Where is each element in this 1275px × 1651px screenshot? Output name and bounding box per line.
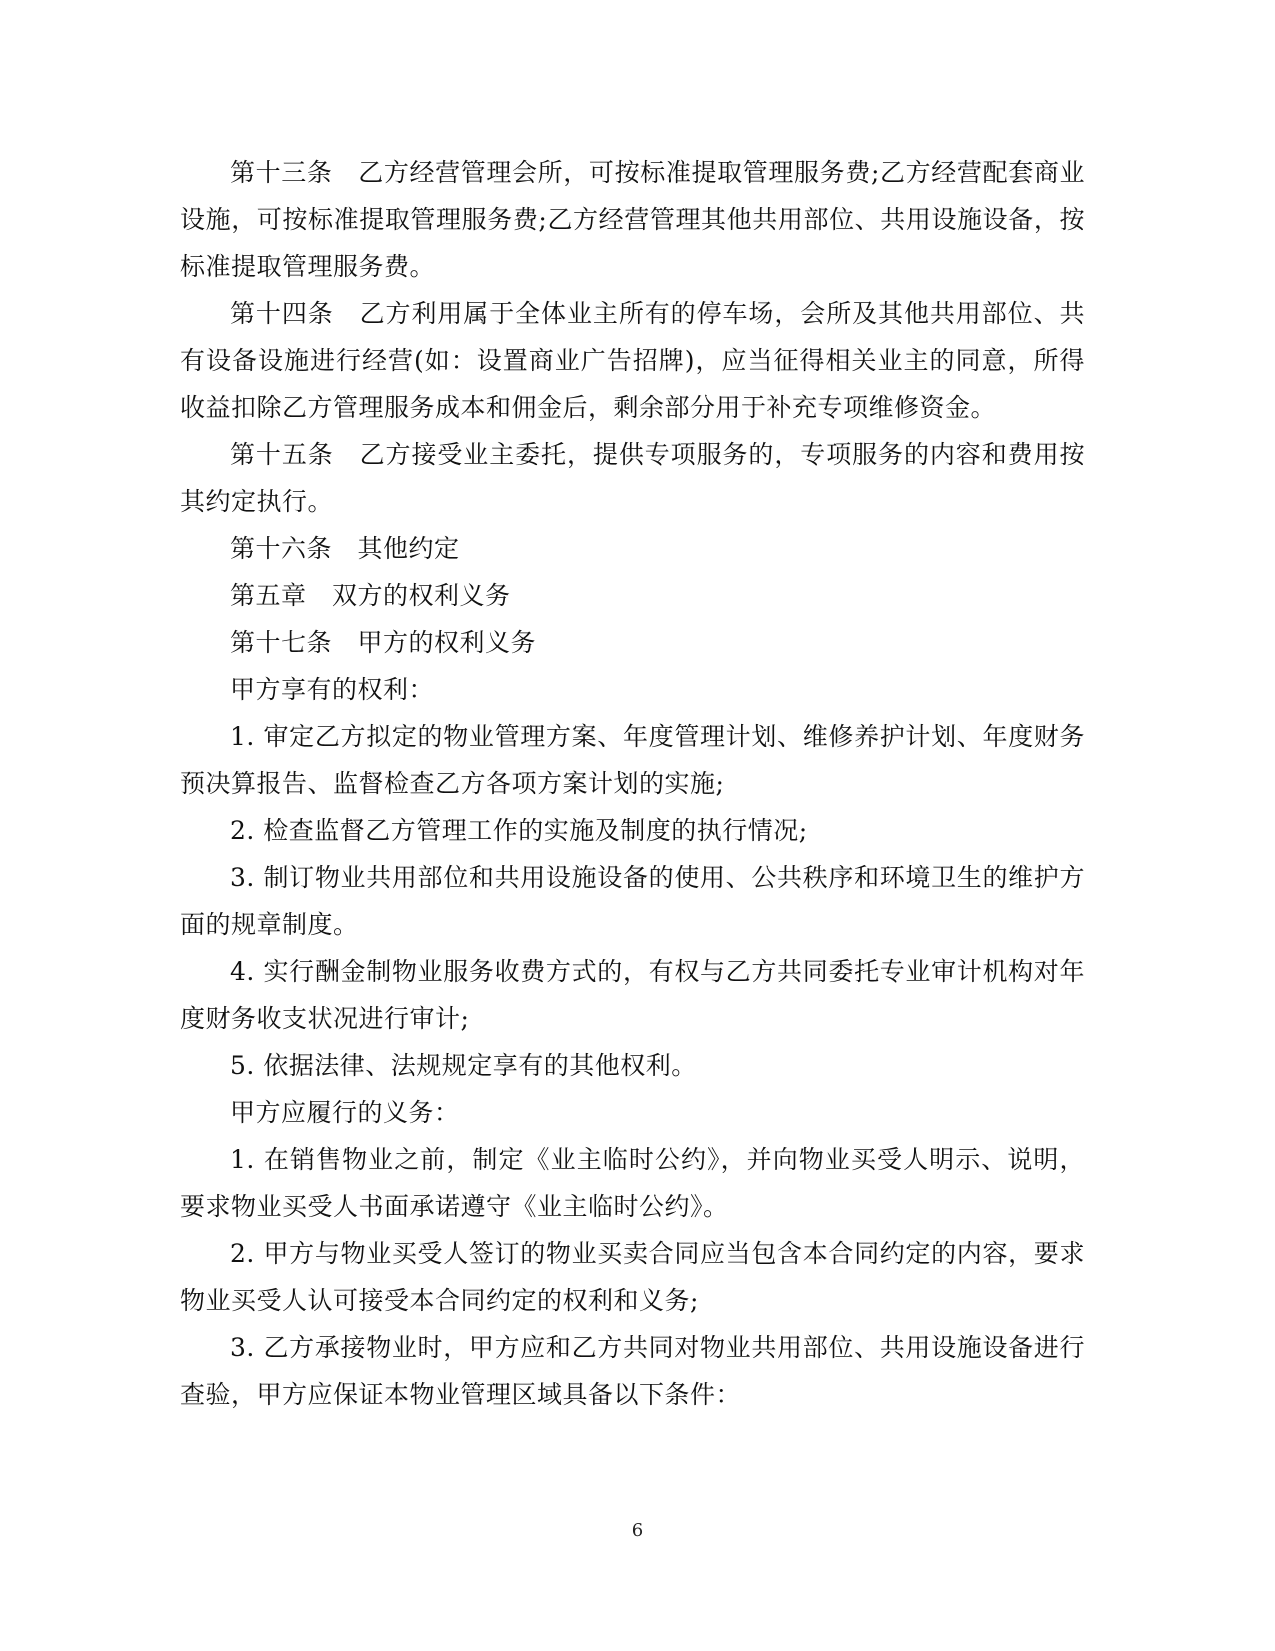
rights-item-4: 4. 实行酬金制物业服务收费方式的，有权与乙方共同委托专业审计机构对年度财务收支状况进行审计; (180, 957, 1085, 1033)
obligations-item-2: 2. 甲方与物业买受人签订的物业买卖合同应当包含本合同约定的内容，要求物业买受人认可接受本合同约定的权利和义务; (180, 1239, 1085, 1315)
party-a-rights-heading: 甲方享有的权利： (230, 675, 435, 704)
article-13-paragraph: 第十三条 乙方经营管理会所，可按标准提取管理服务费;乙方经营配套商业设施，可按标准提取管理服务费;乙方经营管理其他共用部位、共用设施设备，按标准提取管理服务费。 (180, 158, 1085, 281)
rights-item-5: 5. 依据法律、法规规定享有的其他权利。 (230, 1051, 697, 1080)
article-14-paragraph: 第十四条 乙方利用属于全体业主所有的停车场，会所及其他共用部位、共有设备设施进行经营(如：设置商业广告招牌)，应当征得相关业主的同意，所得收益扣除乙方管理服务成本和佣金后，剩余部分用于补充专项维修资金。 (180, 299, 1085, 422)
rights-item-3: 3. 制订物业共用部位和共用设施设备的使用、公共秩序和环境卫生的维护方面的规章制度。 (180, 863, 1085, 939)
article-17-heading: 第十七条 甲方的权利义务 (230, 628, 537, 657)
article-15-paragraph: 第十五条 乙方接受业主委托，提供专项服务的，专项服务的内容和费用按其约定执行。 (180, 440, 1085, 516)
article-16-heading: 第十六条 其他约定 (230, 534, 460, 563)
obligations-item-1: 1. 在销售物业之前，制定《业主临时公约》，并向物业买受人明示、说明，要求物业买受人书面承诺遵守《业主临时公约》。 (180, 1145, 1085, 1221)
rights-item-2: 2. 检查监督乙方管理工作的实施及制度的执行情况; (230, 816, 808, 845)
page-number: 6 (631, 1520, 644, 1541)
party-a-obligations-heading: 甲方应履行的义务： (230, 1098, 460, 1127)
obligations-item-3: 3. 乙方承接物业时，甲方应和乙方共同对物业共用部位、共用设施设备进行查验，甲方应保证本物业管理区域具备以下条件： (180, 1333, 1085, 1409)
rights-item-1: 1. 审定乙方拟定的物业管理方案、年度管理计划、维修养护计划、年度财务预决算报告、监督检查乙方各项方案计划的实施; (180, 722, 1085, 798)
chapter-5-heading: 第五章 双方的权利义务 (230, 581, 511, 610)
document-body (180, 149, 1085, 1418)
